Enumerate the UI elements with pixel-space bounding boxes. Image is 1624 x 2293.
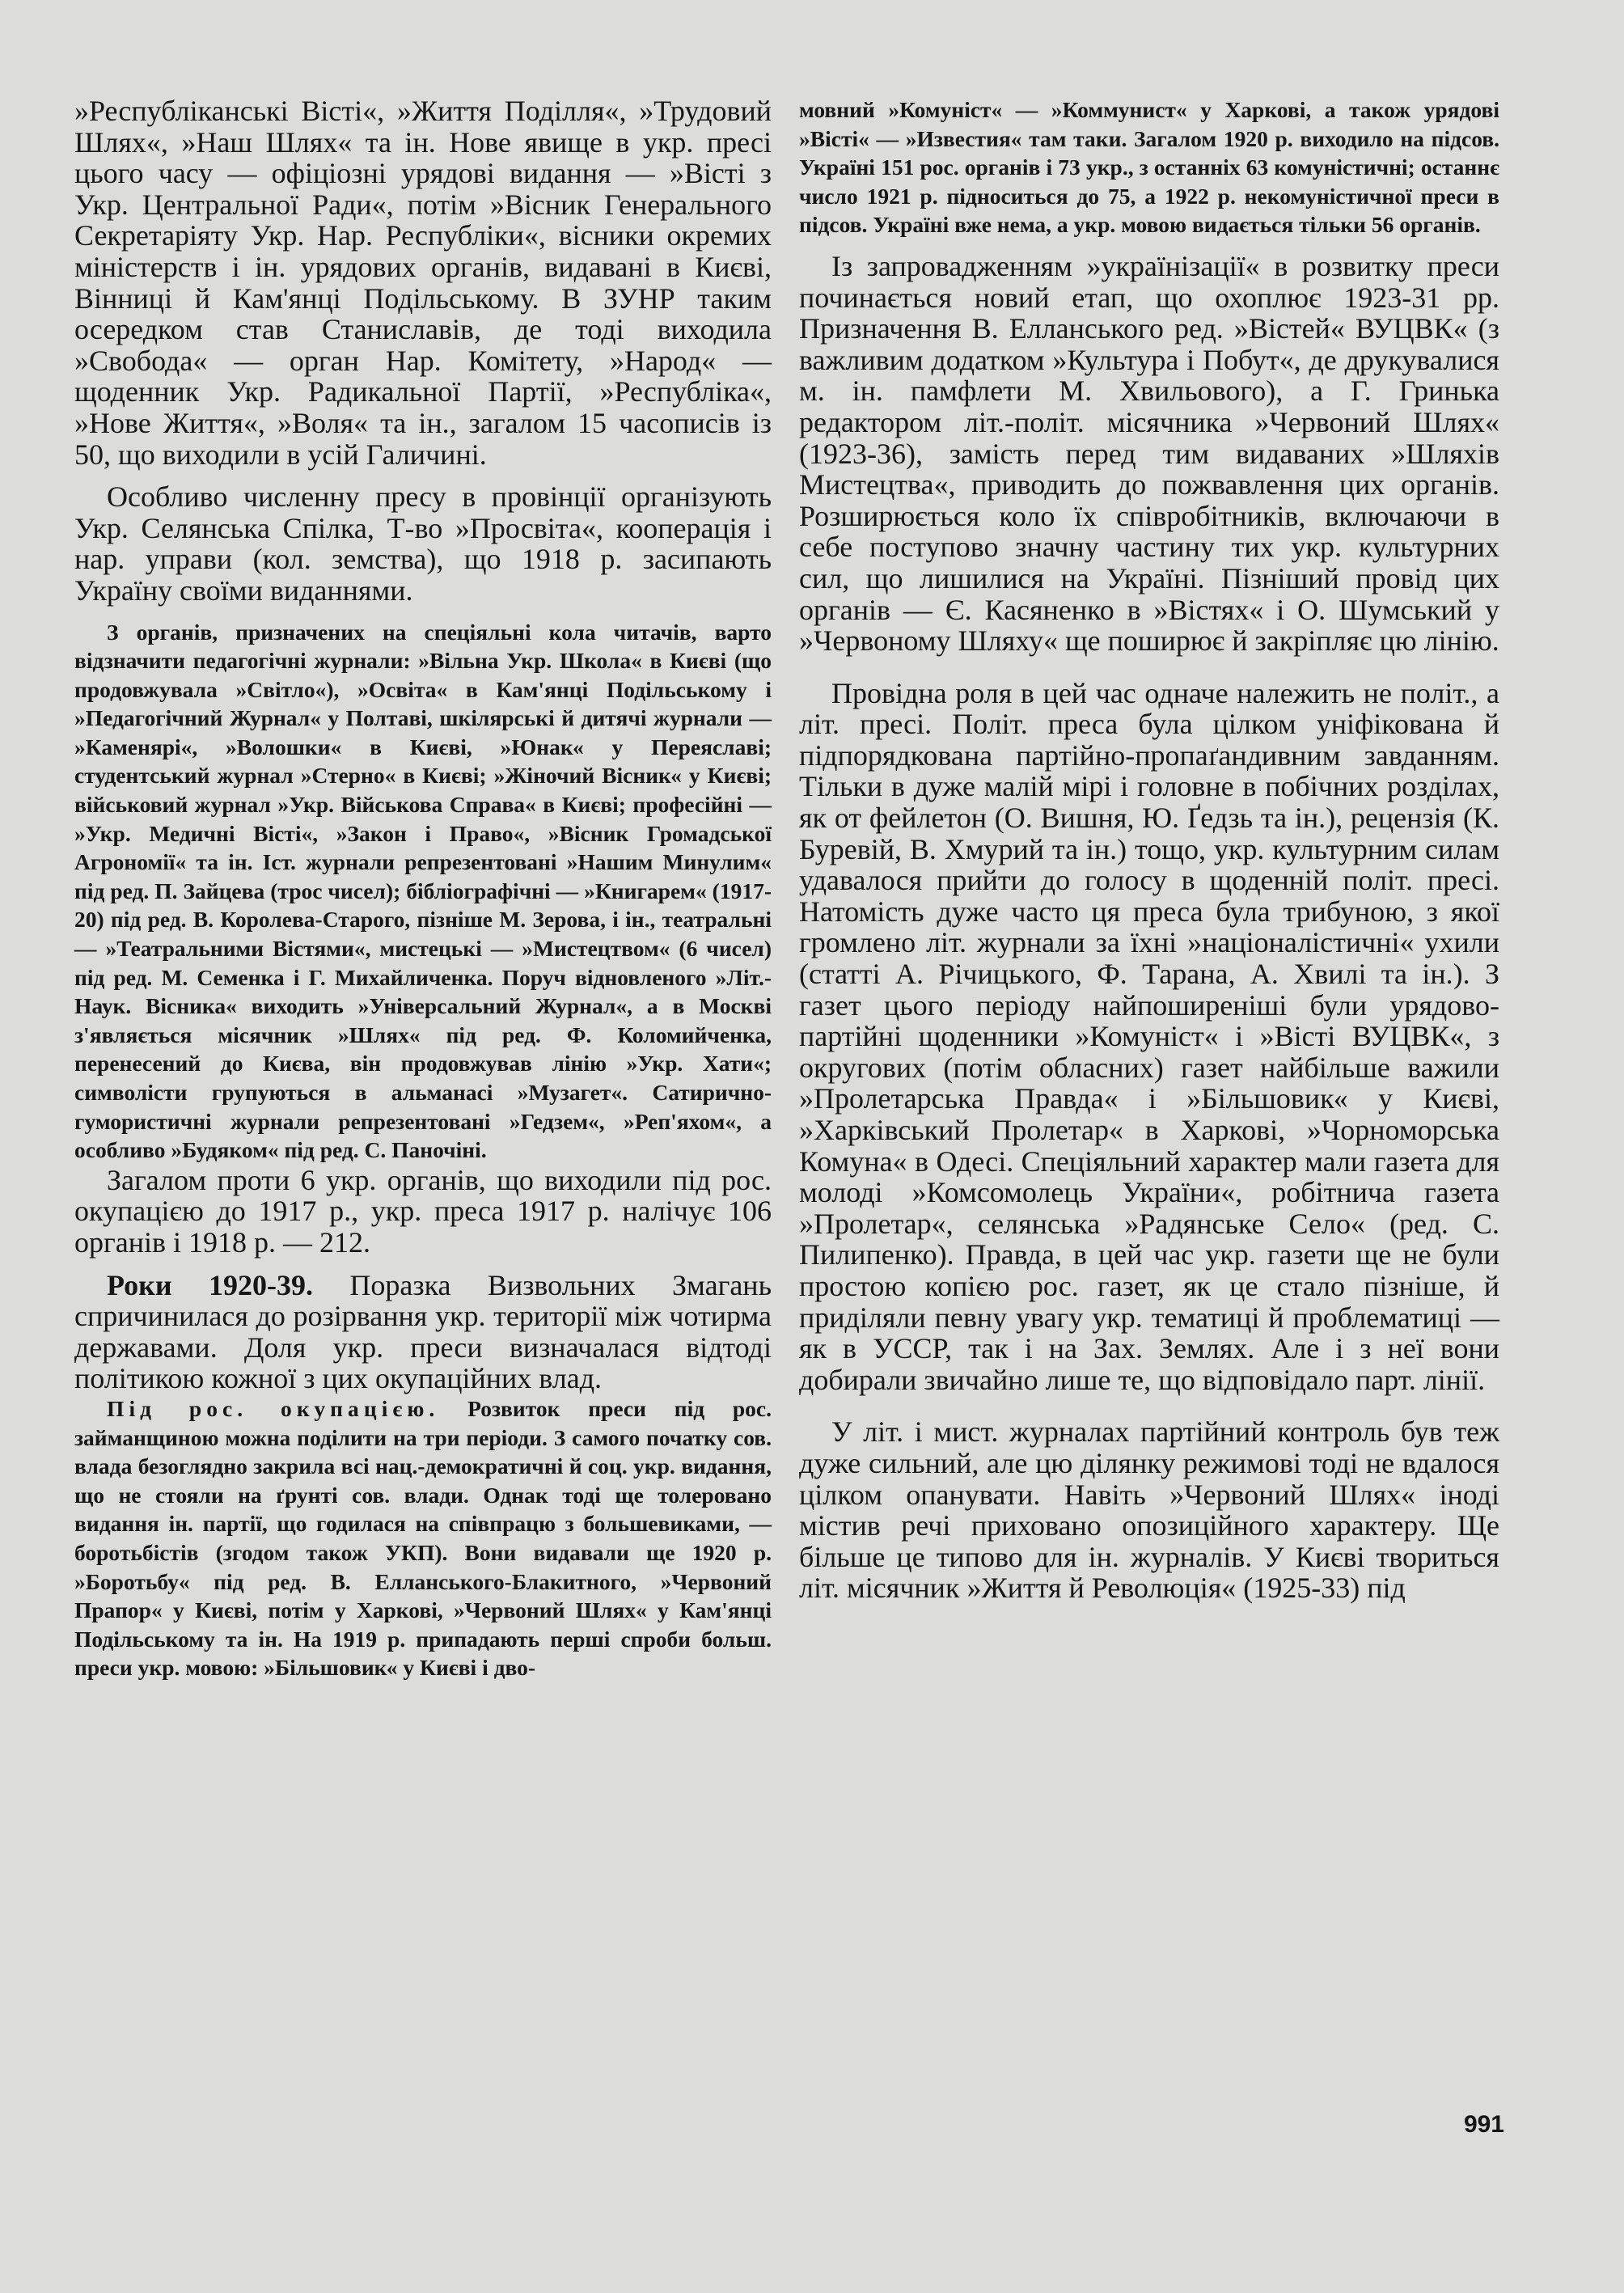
section-paragraph <box>74 1270 772 1394</box>
left-column <box>74 95 772 1682</box>
small-print-paragraph: мовний »Комуніст« — »Коммунист« у Харкові, а також урядові »Вісті« — »Известия« там таки. Загалом 1920 р. виходило на підсов. Україні 151 рос. органів і 73 укр., з останніх 63 комуністичні; останнє число 1921 р. підноситься до 75, а 1922 р. некомуністичної преси в підсов. Україні вже нема, а укр. мовою видається тільки 56 органів. <box>799 97 1499 238</box>
right-column <box>799 95 1499 1604</box>
subsection-text: Розвиток преси під рос. займанщиною можна поділити на три періоди. З самого початку сов. влада безоглядно закрила всі нац.-демократичні й соц. укр. видання, що не стояли на ґрунті сов. влади. Однак тоді ще толеровано видання ін. партії, що годилася на співпрацю з большевиками, — боротьбістів (згодом також УКП). Вони видавали ще 1920 р. »Боротьбу« під ред. В. Елланського-Блакитного, »Червоний Прапор« у Києві, потім у Харкові, »Червоний Шлях« у Кам'янці Подільському та ін. На 1919 р. припадають перші спроби больш. преси укр. мовою: »Більшовик« у Києві і дво- <box>74 1395 772 1681</box>
paragraph: У літ. і мист. журналах партійний контроль був теж дуже сильний, але цю ділянку режимові тоді не вдалося цілком опанувати. Навіть »Червоний Шлях« іноді містив речі приховано опозиційного характеру. Ще більше це типово для ін. журналів. У Києві твориться літ. місячник »Життя й Революція« (1925-33) під <box>799 1415 1499 1605</box>
subsection-heading: Під рос. окупацією. <box>107 1395 440 1421</box>
section-heading: Роки 1920-39. <box>107 1268 313 1301</box>
paragraph: »Республіканські Вісті«, »Життя Поділля«, »Трудовий Шлях«, »Наш Шлях« та ін. Нове явище в укр. пресі цього часу — офіціозні урядові видання — »Вісті з Укр. Центральної Ради«, потім »Вісник Генерального Секретаріяту Укр. Нар. Республіки«, вісники окремих міністерств і ін. урядових органів, видавані в Києві, Вінниці й Кам'янці Подільському. В ЗУНР таким осередком став Станиславів, де тоді виходила »Свобода« — орган Нар. Комітету, »Народ« — щоденник Укр. Радикальної Партії, »Республіка«, »Нове Життя«, »Воля« та ін., загалом 15 часописів із 50, що виходили в усій Галичині. <box>74 95 772 471</box>
page-number: 991 <box>1463 2111 1504 2138</box>
paragraph: Провідна роля в цей час одначе належить не політ., а літ. пресі. Політ. преса була цілком уніфікована й підпорядкована партійно-пропаґандивним завданням. Тільки в дуже малій мірі і головне в побічних розділах, як от фейлетон (О. Вишня, Ю. Ґедзь та ін.), рецензія (К. Буревій, В. Хмурий та ін.) тощо, укр. культурним силам удавалося прийти до голосу в щоденній політ. пресі. Натомість дуже часто ця преса була трибуною, з якої громлено літ. журнали за їхні »націоналістичні« ухили (статті А. Річицького, Ф. Тарана, А. Хвилі та ін.). З газет цього періоду найпоширеніші були урядово-партійні щоденники »Комуніст« і »Вісті ВУЦВК«, з округових (потім обласних) газет найбільше важили »Пролетарська Правда« і »Більшовик« у Києві, »Харківський Пролетар« в Харкові, »Чорноморська Комуна« в Одесі. Спеціяльний характер мали газета для молоді »Комсомолець України«, робітнича газета »Пролетар«, селянська »Радянське Село« (ред. С. Пилипенко). Правда, в цей час укр. газети ще не були простою копією рос. газет, як це стало пізніше, й приділяли певну увагу укр. тематиці й проблематиці — як в УССР, так і на Зах. Землях. Але і з неї вони добирали звичайно лише те, що відповідало парт. лінії. <box>799 676 1499 1396</box>
small-print-paragraph: З органів, призначених на спеціяльні кола читачів, варто відзначити педагогічні журнали: »Вільна Укр. Школа« в Києві (що продовжувала »Світло«), »Освіта« в Кам'янці Подільському і »Педагогічний Журнал« у Полтаві, шкілярські й дитячі журнали — »Каменярі«, »Волошки« в Києві, »Юнак« у Переяславі; студентський журнал »Стерно« в Києві; »Жіночий Вісник« у Києві; військовий журнал »Укр. Військова Справа« в Києві; професійні — »Укр. Медичні Вісті«, »Закон і Право«, »Вісник Громадської Агрономії« та ін. Іст. журнали репрезентовані »Нашим Минулим« під ред. П. Зайцева (трос чисел); бібліографічні — »Книгарем« (1917-20) під ред. В. Королева-Старого, пізніше М. Зерова, і ін., театральні — »Театральними Вістями«, мистецькі — »Мистецтвом« (6 чисел) під ред. М. Семенка і Г. Михайличенка. Поруч відновленого »Літ.-Наук. Вісника« виходить »Універсальний Журнал«, а в Москві з'являється місячник »Шлях« під ред. Ф. Коломийченка, перенесений до Києва, він продовжував лінію »Укр. Хати«; символісти групуються в альманасі »Музагет«. Сатирично-гумористичні журнали репрезентовані »Гедзем«, »Реп'яхом«, а особливо »Будяком« під ред. С. Паночіні. <box>74 619 772 1163</box>
paragraph: Загалом проти 6 укр. органів, що виходили під рос. окупацією до 1917 р., укр. преса 1917 р. налічує 106 органів і 1918 р. — 212. <box>74 1163 772 1259</box>
section-text: Поразка Визвольних Змагань спричинилася до розірвання укр. території між чотирма державами. Доля укр. преси визначалася відтоді політикою кожної з цих окупаційних влад. <box>74 1268 772 1395</box>
paragraph: Особливо численну пресу в провінції організують Укр. Селянська Спілка, Т-во »Просвіта«, кооперація і нар. управи (кол. земства), що 1918 р. засипають Україну своїми виданнями. <box>74 480 772 607</box>
paragraph: Із запровадженням »українізації« в розвитку преси починається новий етап, що охоплює 1923-31 рр. Призначення В. Елланського ред. »Вістей« ВУЦВК« (з важливим додатком »Культура і Побут«, де друкувалися м. ін. памфлети М. Хвильового), а Г. Гринька редактором літ.-політ. місячника »Червоний Шлях« (1923-36), замість перед тим видаваних »Шляхів Мистецтва«, приводить до пожвавлення цих органів. Розширюється коло їх співробітників, включаючи в себе поступово значну частину тих укр. культурних сил, що лишилися на Україні. Пізніший провід цих органів — Є. Касяненко в »Вістях« і О. Шумський у »Червоному Шляху« ще поширює й закріпляє цю лінію. <box>799 249 1499 658</box>
small-print-paragraph <box>74 1394 772 1682</box>
